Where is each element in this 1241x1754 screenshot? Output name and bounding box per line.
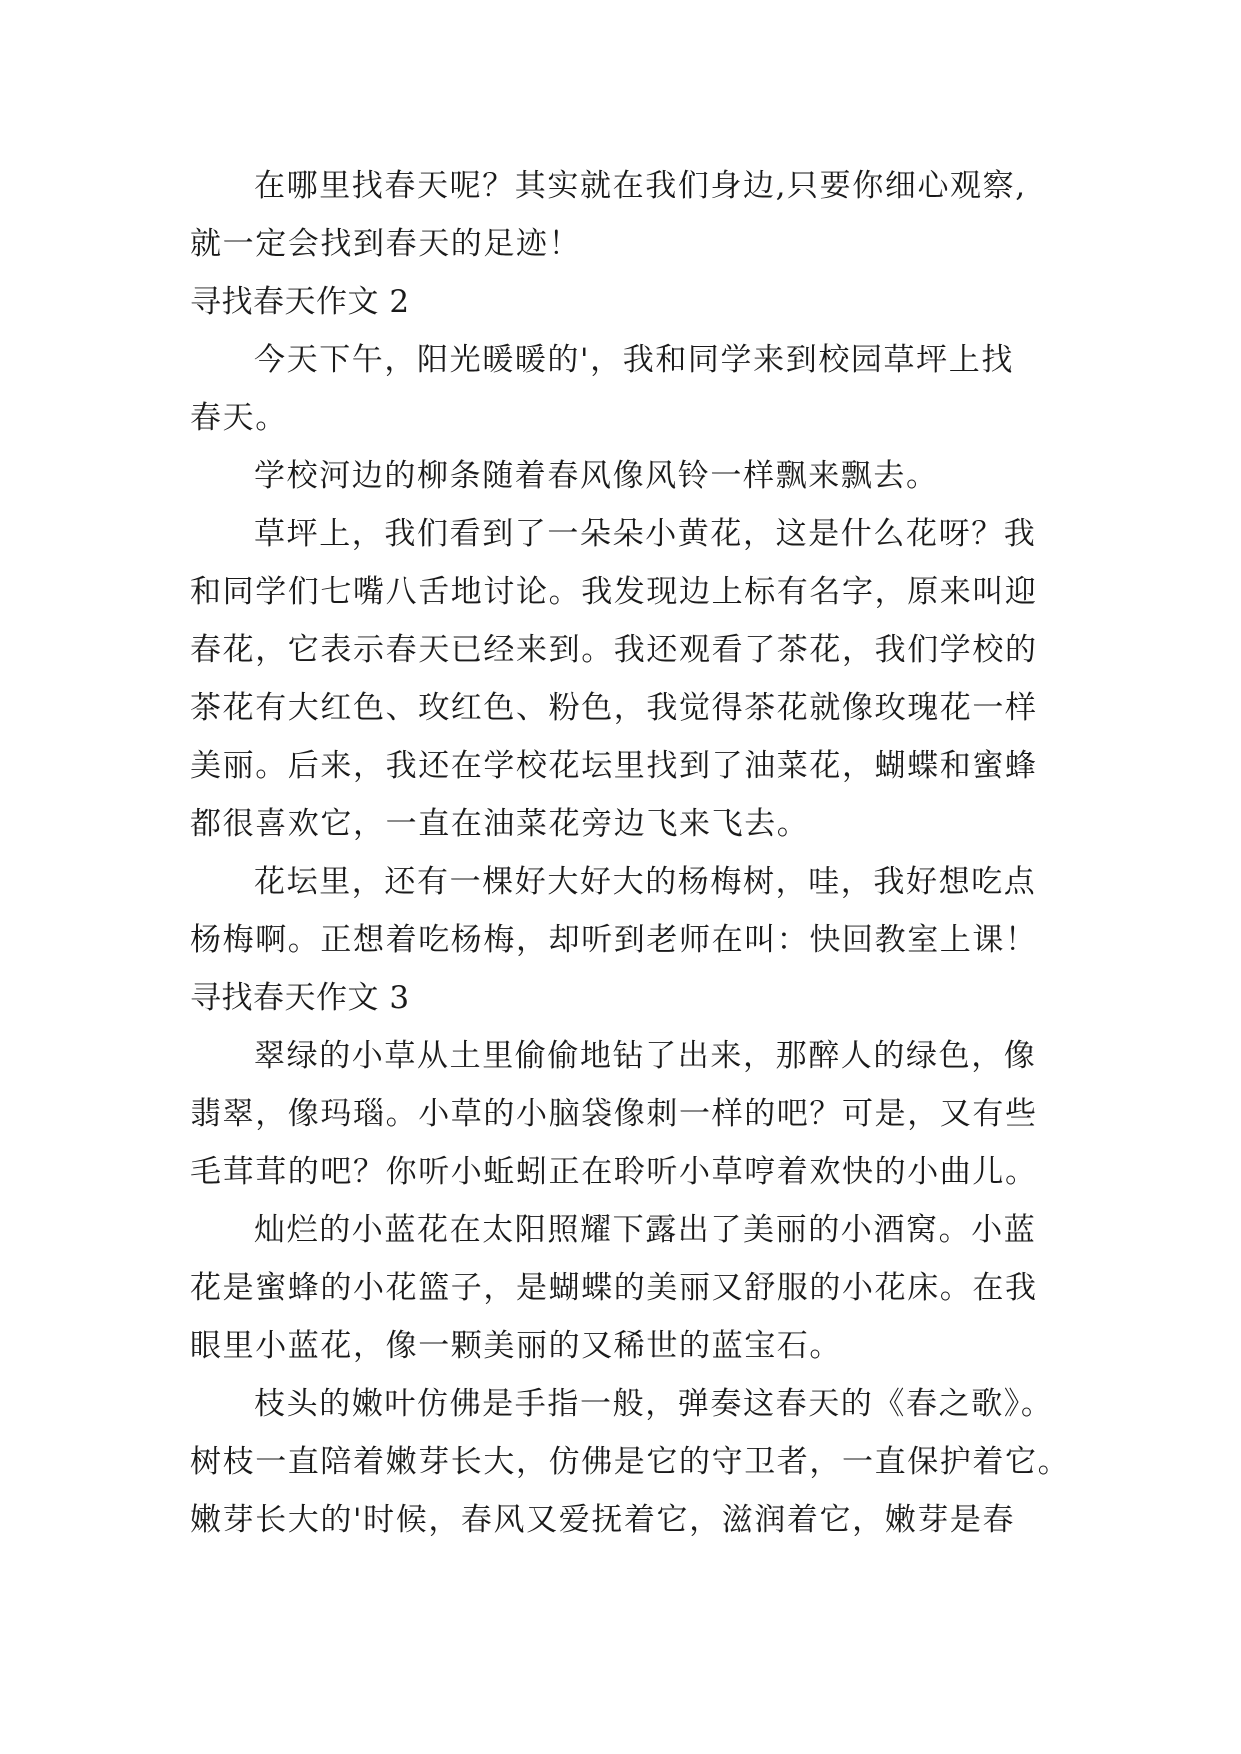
paragraph-line: 春天。 [190, 400, 288, 436]
paragraph-line: 春花，它表示春天已经来到。我还观看了茶花，我们学校的 [190, 632, 1038, 668]
paragraph-line: 眼里小蓝花，像一颗美丽的又稀世的蓝宝石。 [190, 1328, 842, 1364]
document-body [190, 157, 1090, 1549]
paragraph-line: 都很喜欢它，一直在油菜花旁边飞来飞去。 [190, 806, 810, 842]
paragraph-line: 在哪里找春天呢？其实就在我们身边,只要你细心观察, [254, 168, 1027, 204]
section-heading: 寻找春天作文 2 [190, 284, 410, 320]
paragraph-line: 毛茸茸的吧？你听小蚯蚓正在聆听小草哼着欢快的小曲儿。 [190, 1154, 1038, 1190]
paragraph-line: 翠绿的小草从土里偷偷地钻了出来，那醉人的绿色，像 [254, 1038, 1037, 1074]
paragraph-line: 杨梅啊。正想着吃杨梅，却听到老师在叫：快回教室上课！ [190, 922, 1038, 958]
paragraph-line: 和同学们七嘴八舌地讨论。我发现边上标有名字，原来叫迎 [190, 574, 1038, 610]
section-heading: 寻找春天作文 3 [190, 980, 410, 1016]
paragraph-line: 茶花有大红色、玫红色、粉色，我觉得茶花就像玫瑰花一样 [190, 690, 1038, 726]
paragraph-line: 花坛里，还有一棵好大好大的杨梅树，哇，我好想吃点 [254, 864, 1037, 900]
paragraph-line: 就一定会找到春天的足迹！ [190, 226, 582, 262]
paragraph-line: 花是蜜蜂的小花篮子，是蝴蝶的美丽又舒服的小花床。在我 [190, 1270, 1038, 1306]
paragraph-line: 学校河边的柳条随着春风像风铃一样飘来飘去。 [254, 458, 939, 494]
paragraph-line: 美丽。后来，我还在学校花坛里找到了油菜花，蝴蝶和蜜蜂 [190, 748, 1038, 784]
paragraph-line: 灿烂的小蓝花在太阳照耀下露出了美丽的小酒窝。小蓝 [254, 1212, 1037, 1248]
paragraph-line: 翡翠，像玛瑙。小草的小脑袋像刺一样的吧？可是，又有些 [190, 1096, 1038, 1132]
paragraph-line: 树枝一直陪着嫩芽长大，仿佛是它的守卫者，一直保护着它。 [190, 1444, 1071, 1480]
paragraph-line: 枝头的嫩叶仿佛是手指一般，弹奏这春天的《春之歌》。 [254, 1386, 1054, 1422]
paragraph-line: 嫩芽长大的'时候，春风又爱抚着它，滋润着它，嫩芽是春 [190, 1502, 1016, 1538]
paragraph-line: 草坪上，我们看到了一朵朵小黄花，这是什么花呀？我 [254, 516, 1037, 552]
paragraph-line: 今天下午，阳光暖暖的'，我和同学来到校园草坪上找 [254, 342, 1014, 378]
